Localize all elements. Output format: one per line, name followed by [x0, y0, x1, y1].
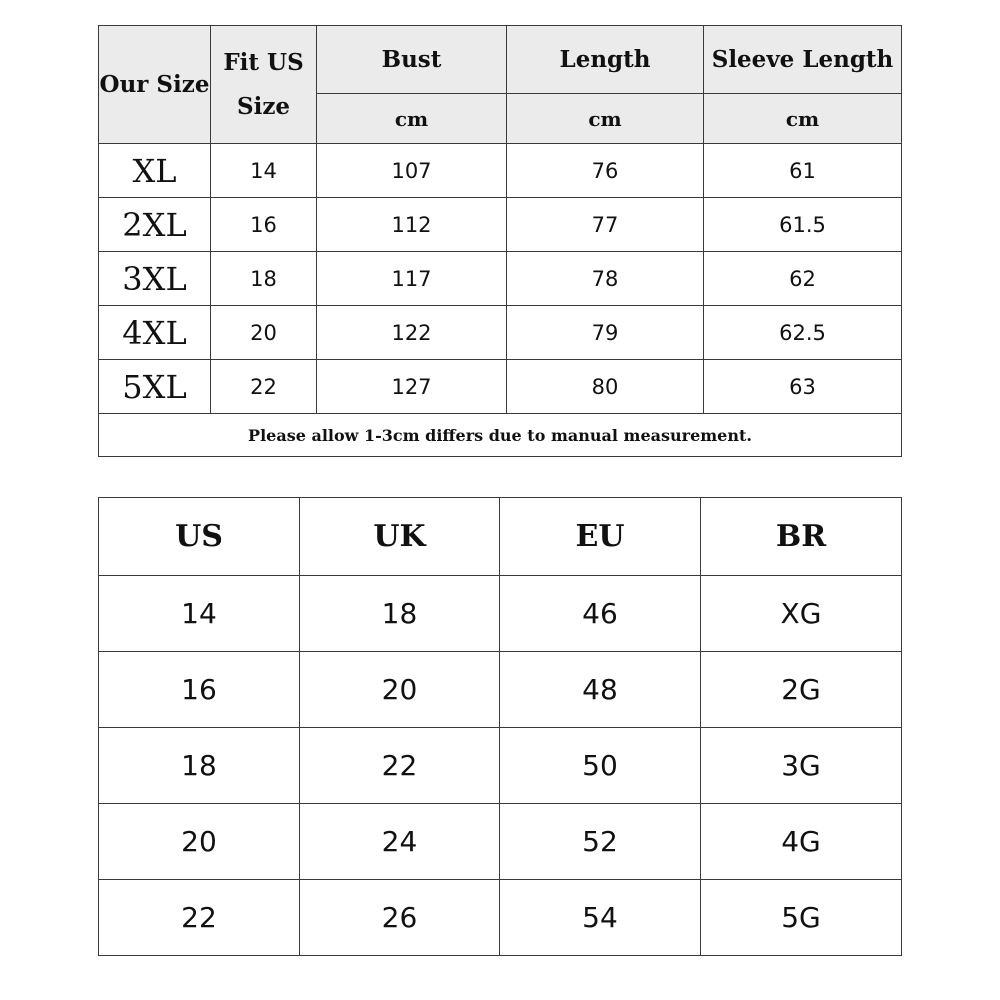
bust-cell: 117: [317, 252, 507, 306]
size-conversion-table: [98, 497, 902, 956]
bust-cell: 112: [317, 198, 507, 252]
br-cell: 4G: [701, 804, 902, 880]
length-cell: 80: [507, 360, 704, 414]
us-cell: 20: [99, 804, 300, 880]
length-cell: 77: [507, 198, 704, 252]
size-cell: XL: [99, 144, 211, 198]
eu-cell: 48: [500, 652, 701, 728]
fit-us-cell: 22: [211, 360, 317, 414]
bust-unit: cm: [317, 94, 507, 144]
size-chart-header-row: [99, 26, 902, 94]
us-header: US: [99, 498, 300, 576]
sleeve-cell: 62: [704, 252, 902, 306]
length-unit: cm: [507, 94, 704, 144]
uk-cell: 18: [300, 576, 500, 652]
fit-us-header-line1: Fit US: [223, 48, 304, 76]
table-row: [99, 880, 902, 956]
eu-cell: 50: [500, 728, 701, 804]
sleeve-unit: cm: [704, 94, 902, 144]
size-cell: 4XL: [99, 306, 211, 360]
fit-us-cell: 18: [211, 252, 317, 306]
fit-us-cell: 20: [211, 306, 317, 360]
sleeve-length-header: Sleeve Length: [704, 26, 902, 94]
us-cell: 16: [99, 652, 300, 728]
sleeve-cell: 61.5: [704, 198, 902, 252]
br-cell: 2G: [701, 652, 902, 728]
length-cell: 78: [507, 252, 704, 306]
uk-cell: 24: [300, 804, 500, 880]
fit-us-size-header: [211, 26, 317, 144]
table-row: [99, 576, 902, 652]
br-cell: 5G: [701, 880, 902, 956]
sleeve-cell: 63: [704, 360, 902, 414]
bust-cell: 107: [317, 144, 507, 198]
us-cell: 14: [99, 576, 300, 652]
eu-cell: 54: [500, 880, 701, 956]
table-row: [99, 804, 902, 880]
table-row: [99, 360, 902, 414]
table-row: [99, 652, 902, 728]
bust-cell: 127: [317, 360, 507, 414]
us-cell: 18: [99, 728, 300, 804]
eu-cell: 52: [500, 804, 701, 880]
measurement-note: Please allow 1-3cm differs due to manual measurement.: [99, 414, 902, 457]
bust-header: Bust: [317, 26, 507, 94]
table-row: [99, 252, 902, 306]
uk-cell: 20: [300, 652, 500, 728]
uk-cell: 22: [300, 728, 500, 804]
table-row: [99, 728, 902, 804]
size-cell: 3XL: [99, 252, 211, 306]
us-cell: 22: [99, 880, 300, 956]
table-row: [99, 306, 902, 360]
br-header: BR: [701, 498, 902, 576]
size-chart-table: [98, 25, 902, 457]
size-cell: 2XL: [99, 198, 211, 252]
table-row: [99, 144, 902, 198]
eu-cell: 46: [500, 576, 701, 652]
table-row: [99, 198, 902, 252]
our-size-header: Our Size: [99, 26, 211, 144]
fit-us-cell: 14: [211, 144, 317, 198]
size-cell: 5XL: [99, 360, 211, 414]
fit-us-cell: 16: [211, 198, 317, 252]
sleeve-cell: 61: [704, 144, 902, 198]
br-cell: XG: [701, 576, 902, 652]
conversion-header-row: [99, 498, 902, 576]
uk-header: UK: [300, 498, 500, 576]
uk-cell: 26: [300, 880, 500, 956]
length-header: Length: [507, 26, 704, 94]
eu-header: EU: [500, 498, 701, 576]
fit-us-header-line2: Size: [236, 92, 291, 120]
sleeve-cell: 62.5: [704, 306, 902, 360]
length-cell: 76: [507, 144, 704, 198]
bust-cell: 122: [317, 306, 507, 360]
br-cell: 3G: [701, 728, 902, 804]
note-row: [99, 414, 902, 457]
length-cell: 79: [507, 306, 704, 360]
